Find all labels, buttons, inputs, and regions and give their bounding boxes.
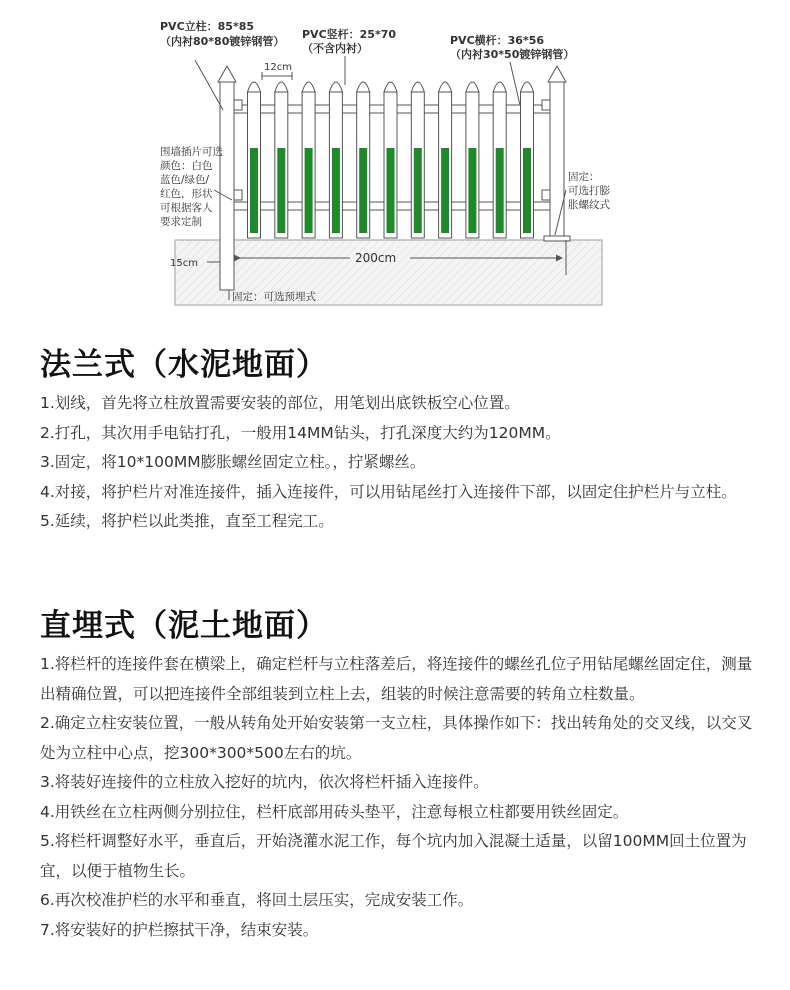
insert-note-label: 围墙插片可选 颜色：白色 蓝色/绿色/ 红色，形状 可根据客人 要求定制 (160, 146, 223, 228)
step-item: 3.固定，将10*100MM膨胀螺丝固定立柱。，拧紧螺丝。 (40, 453, 426, 471)
picket (248, 82, 261, 238)
depth-15cm-label: 15cm (170, 258, 198, 269)
spacing-12cm-label: 12cm (264, 62, 292, 73)
rail-spec-label: PVC横杆：36*56 （内衬30*50镀锌钢管） (450, 34, 575, 61)
step-item: 5.延续，将护栏以此类推，直至工程完工。 (40, 512, 334, 530)
step-item: 4.用铁丝在立柱两侧分别拉住，栏杆底部用砖头垫平，注意每根立柱都要用铁丝固定。 (40, 802, 629, 821)
section2-steps (40, 650, 760, 945)
picket (466, 82, 479, 238)
width-200cm-label: 200cm (355, 251, 397, 265)
step-item: 1.将栏杆的连接件套在横梁上，确定栏杆与立柱落差后，将连接件的螺丝孔位子用钻尾螺丝固定住，测量出精确位置，可以把连接件全部组装到立柱上去，组装的时候注意需要的转角立柱数量。 (40, 655, 753, 703)
picket (384, 82, 397, 238)
step-item: 2.确定立柱安装位置，一般从转角处开始安装第一支立柱，具体操作如下：找出转角处的交叉线，以交叉处为立柱中心点，挖300*300*500左右的坑。 (40, 714, 753, 762)
section2-title: 直埋式（泥土地面） (40, 608, 328, 644)
picket (302, 82, 315, 238)
step-item: 7.将安装好的护栏擦拭干净，结束安装。 (40, 920, 319, 939)
fence-installation-diagram (0, 0, 790, 330)
picket (411, 82, 424, 238)
picket-spec-label: PVC竖杆：25*70 （不含内衬） (302, 28, 397, 55)
picket (357, 82, 370, 238)
picket (521, 82, 534, 238)
fix-right-label: 固定： 可选打膨 胀螺纹式 (568, 171, 610, 211)
fix-bottom-label: 固定：可选预埋式 (232, 291, 316, 303)
picket (493, 82, 506, 238)
step-item: 3.将装好连接件的立柱放入挖好的坑内，依次将栏杆插入连接件。 (40, 773, 489, 791)
step-item: 5.将栏杆调整好水平，垂直后，开始浇灌水泥工作，每个坑内加入混凝土适量，以留100MM回土位置为宜，以便于植物生长。 (40, 832, 747, 880)
picket (439, 82, 452, 238)
step-item: 2.打孔，其次用手电钻打孔，一般用14MM钻头，打孔深度大约为120MM。 (40, 423, 561, 442)
step-item: 1.划线，首先将立柱放置需要安装的部位，用笔划出底铁板空心位置。 (40, 394, 520, 412)
picket (329, 82, 342, 238)
right-post (542, 66, 570, 241)
section1-title: 法兰式（水泥地面） (40, 347, 328, 383)
post-spec-label: PVC立柱：85*85 （内衬80*80镀锌钢管） (160, 20, 285, 48)
picket (275, 82, 288, 238)
step-item: 4.对接，将护栏片对准连接件，插入连接件，可以用钻尾丝打入连接件下部，以固定住护栏片与立柱。 (40, 482, 737, 501)
section1-steps (40, 389, 760, 537)
step-item: 6.再次校准护栏的水平和垂直，将回土层压实，完成安装工作。 (40, 891, 474, 909)
